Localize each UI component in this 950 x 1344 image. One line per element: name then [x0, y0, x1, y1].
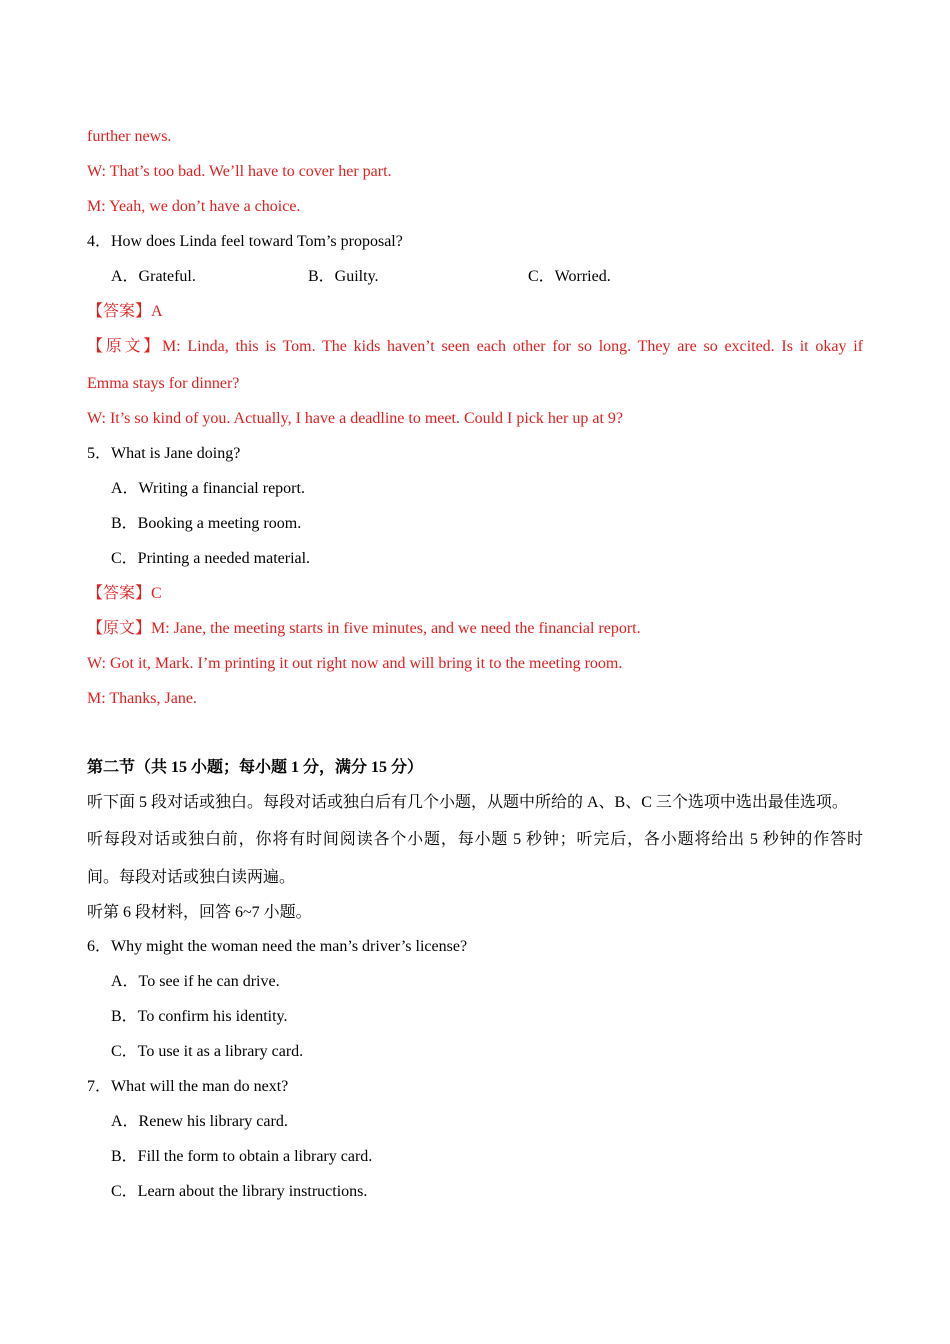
- transcript-line: 【原文】M: Linda, this is Tom. The kids haven’t seen each other for so long. They are so excited. Is it okay if: [87, 338, 863, 355]
- option-c: C．Worried.: [528, 268, 611, 285]
- transcript-line: W: It’s so kind of you. Actually, I have a deadline to meet. Could I pick her up at 9?: [87, 410, 624, 427]
- instructions-line: 听下面 5 段对话或独白。每段对话或独白后有几个小题，从题中所给的 A、B、C 三个选项中选出最佳选项。: [87, 794, 848, 811]
- question-text: 7．What will the man do next?: [87, 1078, 289, 1095]
- option-c: C．Learn about the library instructions.: [111, 1183, 368, 1200]
- question-text: 5．What is Jane doing?: [87, 445, 241, 462]
- transcript-line: M: Thanks, Jane.: [87, 690, 197, 707]
- instructions-line: 听每段对话或独白前，你将有时间阅读各个小题，每小题 5 秒钟；听完后，各小题将给出 5 秒钟的作答时: [87, 831, 863, 848]
- transcript-line: M: Yeah, we don’t have a choice.: [87, 198, 301, 215]
- material-note: 听第 6 段材料，回答 6~7 小题。: [87, 904, 312, 921]
- option-b: B．Booking a meeting room.: [111, 515, 302, 532]
- instructions-line: 间。每段对话或独白读两遍。: [87, 869, 296, 886]
- option-b: B．Guilty.: [308, 268, 379, 285]
- answer-key: 【答案】C: [87, 585, 162, 602]
- question-text: 4．How does Linda feel toward Tom’s proposal?: [87, 233, 403, 250]
- transcript-line: further news.: [87, 128, 172, 145]
- transcript-line: W: Got it, Mark. I’m printing it out right now and will bring it to the meeting room.: [87, 655, 623, 672]
- transcript-line: W: That’s too bad. We’ll have to cover her part.: [87, 163, 392, 180]
- option-a: A．To see if he can drive.: [111, 973, 280, 990]
- option-a: A．Grateful.: [111, 268, 196, 285]
- transcript-line: Emma stays for dinner?: [87, 375, 240, 392]
- option-c: C．To use it as a library card.: [111, 1043, 304, 1060]
- answer-key: 【答案】A: [87, 303, 163, 320]
- question-text: 6．Why might the woman need the man’s driver’s license?: [87, 938, 468, 955]
- section-heading: 第二节（共 15 小题；每小题 1 分，满分 15 分）: [87, 759, 424, 776]
- transcript-line: 【原文】M: Jane, the meeting starts in five minutes, and we need the financial report.: [87, 620, 641, 637]
- option-b: B．Fill the form to obtain a library card.: [111, 1148, 373, 1165]
- option-a: A．Writing a financial report.: [111, 480, 305, 497]
- option-c: C．Printing a needed material.: [111, 550, 311, 567]
- option-a: A．Renew his library card.: [111, 1113, 288, 1130]
- option-b: B．To confirm his identity.: [111, 1008, 288, 1025]
